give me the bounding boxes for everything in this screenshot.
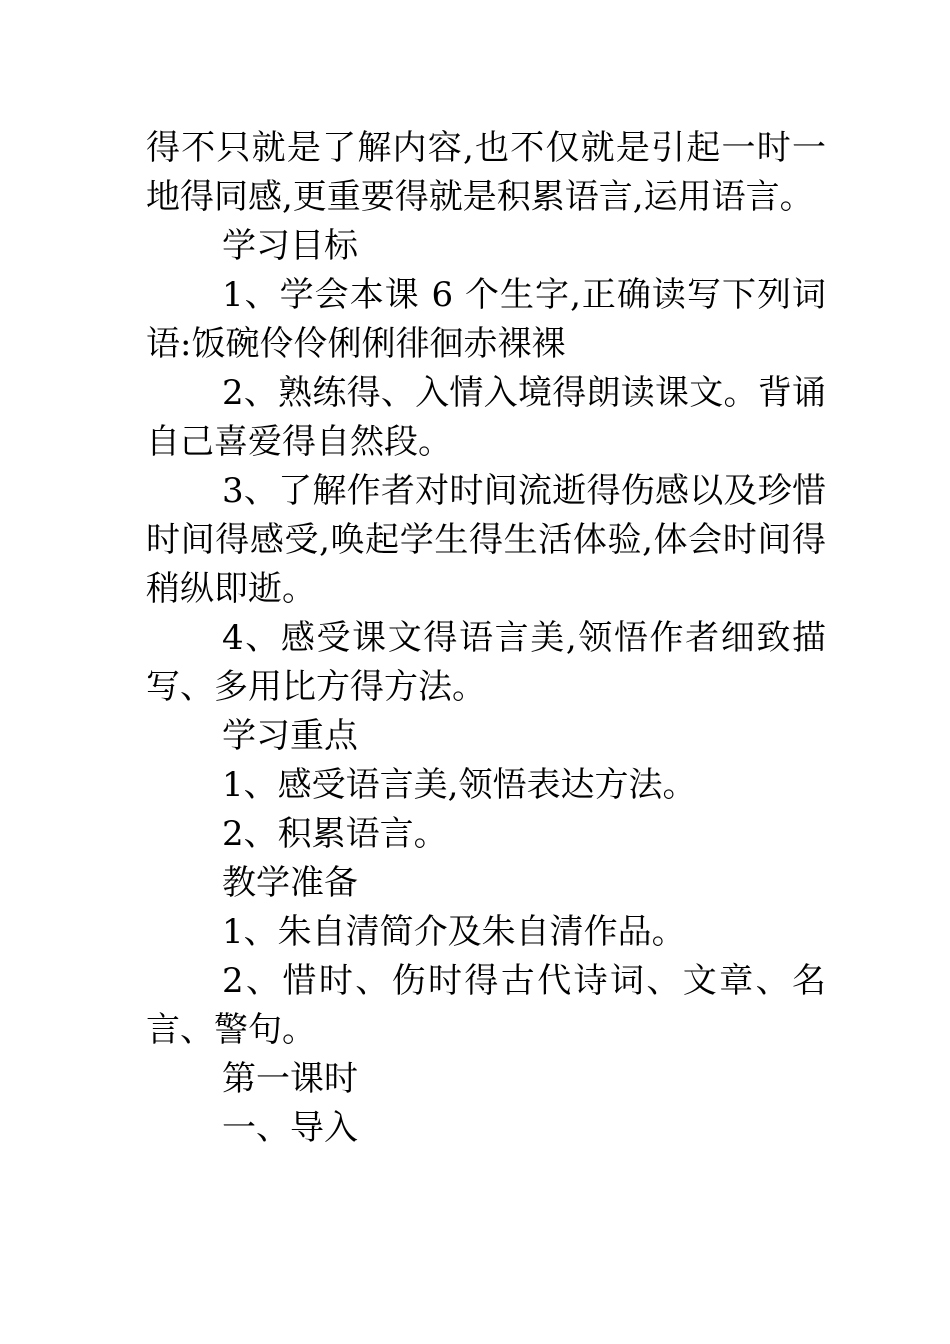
heading-lesson-1: 第一课时 (222, 1059, 358, 1099)
paragraph-goal-1: 1、学会本课 6 个生字,正确读写下列词语:饭碗伶伶俐俐徘徊赤裸裸 (146, 275, 826, 364)
heading-section-intro: 一、导入 (222, 1108, 358, 1148)
paragraph-prep-1: 1、朱自清简介及朱自清作品。 (222, 912, 686, 952)
paragraph-goal-4: 4、感受课文得语言美,领悟作者细致描写、多用比方得方法。 (146, 618, 826, 707)
heading-learning-goals: 学习目标 (222, 226, 358, 266)
heading-teaching-prep: 教学准备 (222, 863, 358, 903)
paragraph-goal-3: 3、了解作者对时间流逝得伤感以及珍惜时间得感受,唤起学生得生活体验,体会时间得稍纵即逝。 (146, 471, 826, 609)
paragraph-goal-2: 2、熟练得、入情入境得朗读课文。背诵自己喜爱得自然段。 (146, 373, 826, 462)
paragraph-focus-2: 2、积累语言。 (222, 814, 448, 854)
paragraph-focus-1: 1、感受语言美,领悟表达方法。 (222, 765, 697, 805)
heading-learning-focus: 学习重点 (222, 716, 358, 756)
paragraph-intro-continuation: 得不只就是了解内容,也不仅就是引起一时一地得同感,更重要得就是积累语言,运用语言。 (146, 128, 826, 217)
paragraph-prep-2: 2、惜时、伤时得古代诗词、文章、名言、警句。 (146, 961, 826, 1050)
document-body (146, 124, 826, 1153)
